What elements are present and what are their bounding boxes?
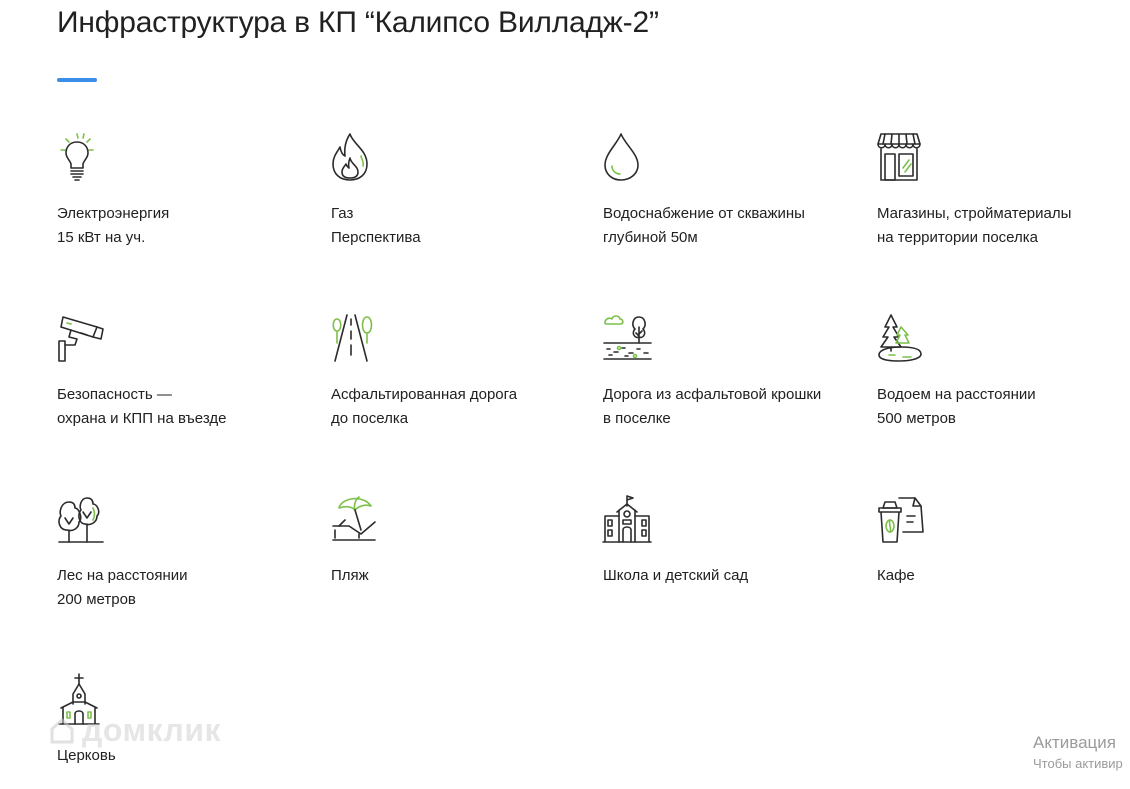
activation-title: Активация (1033, 733, 1116, 752)
feature-label: Газ Перспектива (331, 205, 421, 246)
feature-label: Асфальтированная дорога до поселка (331, 386, 518, 427)
feature-label: Школа и детский сад (603, 567, 749, 584)
feature-label: Церковь (57, 747, 116, 764)
windows-activation-notice (1033, 732, 1123, 774)
feature-label: Электроэнергия 15 кВт на уч. (57, 205, 170, 246)
beach-icon (331, 494, 383, 546)
feature-label: Безопасность — охрана и КПП на въезде (57, 386, 227, 427)
domclick-logo-icon (48, 717, 76, 745)
feature-label: Кафе (877, 567, 915, 584)
store-icon (877, 132, 929, 184)
activation-subtitle: Чтобы активир (1033, 756, 1123, 771)
feature-label: Дорога из асфальтовой крошки в поселке (603, 386, 822, 427)
page-title: Инфраструктура в КП “Калипсо Вилладж-2” (57, 6, 659, 39)
security-camera-icon (57, 313, 109, 365)
feature-label: Водоснабжение от скважины глубиной 50м (603, 205, 805, 246)
pond-icon (877, 313, 929, 365)
feature-label: Пляж (331, 567, 369, 584)
school-icon (603, 494, 655, 546)
lightbulb-icon (57, 132, 109, 184)
title-underline (57, 78, 97, 82)
feature-label: Лес на расстоянии 200 метров (57, 567, 188, 608)
domclick-watermark (48, 712, 221, 749)
crumb-road-icon (603, 313, 655, 365)
water-drop-icon (603, 132, 655, 184)
forest-icon (57, 494, 109, 546)
feature-label: Водоем на расстоянии 500 метров (877, 386, 1036, 427)
cafe-icon (877, 494, 929, 546)
asphalt-road-icon (331, 313, 383, 365)
feature-label: Магазины, стройматериалы на территории поселка (877, 205, 1072, 246)
flame-icon (331, 132, 383, 184)
watermark-text: домклик (82, 712, 222, 748)
